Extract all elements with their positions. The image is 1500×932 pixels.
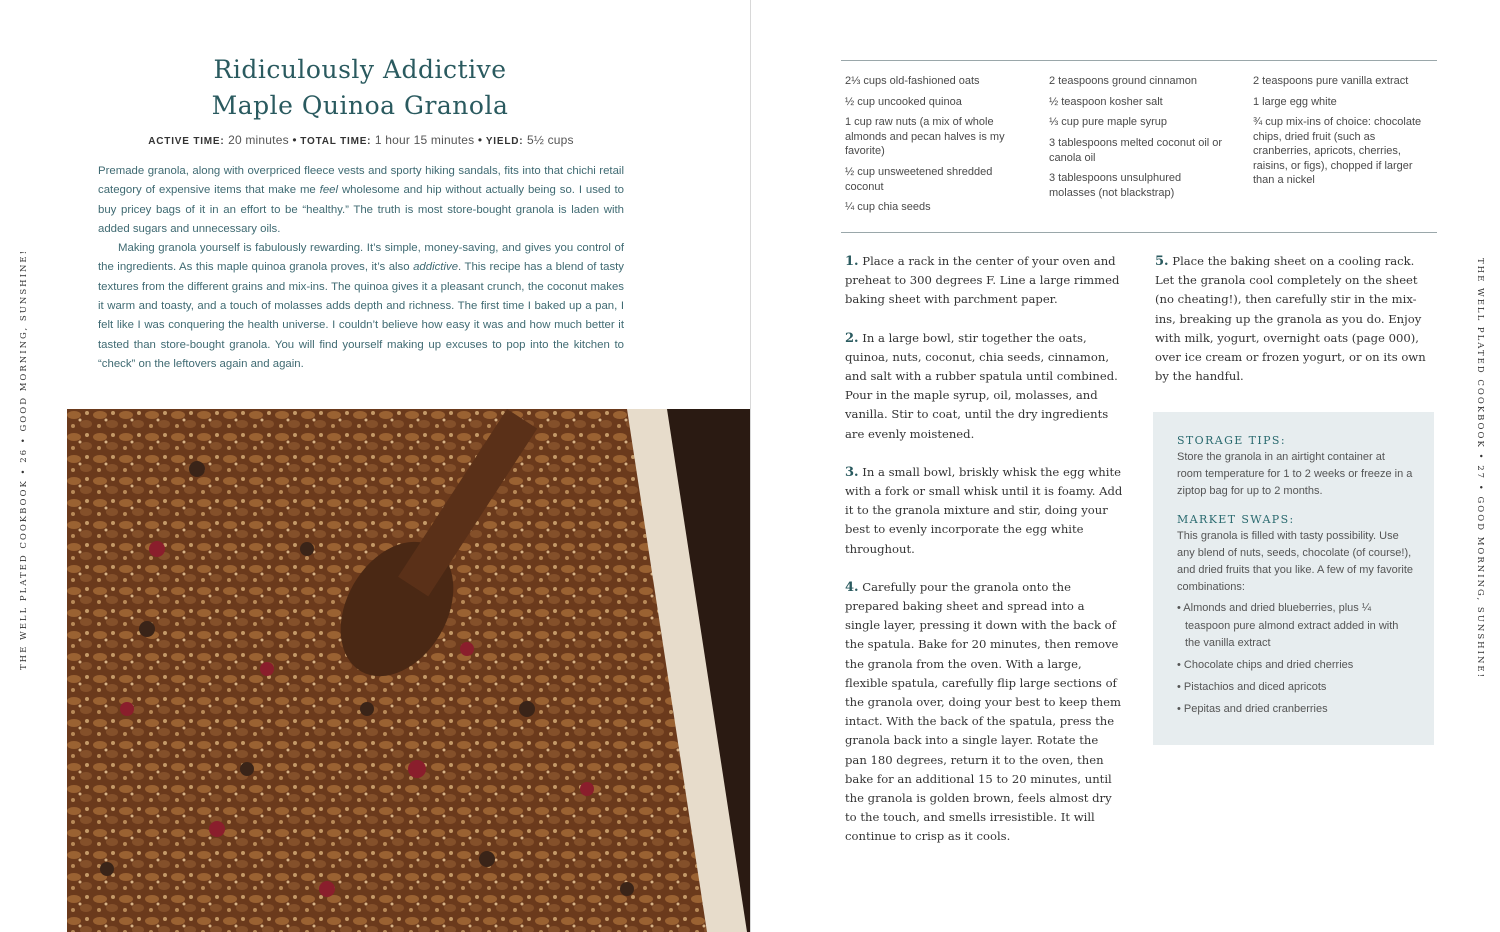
ingredient-item: ⅓ cup pure maple syrup xyxy=(1049,116,1168,129)
storage-tips-text: Store the granola in an airtight container at room temperature for 1 to 2 weeks or freeze in a ziptop bag for up to 2 months. xyxy=(1177,451,1413,498)
total-time-value: 1 hour 15 minutes xyxy=(374,133,475,147)
market-swaps-intro: This granola is filled with tasty possibility. Use any blend of nuts, seeds, chocolate (of course!), and dried fruits that you like. A few of my favorite combinations: xyxy=(1177,529,1414,594)
left-running-footer-text: THE WELL PLATED COOKBOOK • 26 • GOOD MORNING, SUNSHINE! xyxy=(19,249,29,670)
ingredient-item: ½ teaspoon kosher salt xyxy=(1049,95,1163,108)
active-time-label: ACTIVE TIME: xyxy=(148,136,225,147)
ingredients-top-rule xyxy=(841,60,1437,61)
step-4 xyxy=(845,578,1123,847)
step-text: In a large bowl, stir together the oats, quinoa, nuts, coconut, chia seeds, cinnamon, and salt with a rubber spatula until combined. Pour in the maple syrup, oil, molasses, and vanilla. Stir to coat, until the dry ingredients are evenly moistened. xyxy=(845,330,1118,441)
book-gutter xyxy=(750,0,751,932)
steps-column-2 xyxy=(1155,252,1433,405)
total-time-label: TOTAL TIME: xyxy=(300,136,372,147)
intro-p2-emphasis: addictive xyxy=(413,261,459,274)
ingredients-column-1 xyxy=(845,74,1025,221)
ingredient-item: 1 cup raw nuts (a mix of whole almonds and pecan halves is my favorite) xyxy=(845,116,1005,158)
ingredient-item: ¾ cup mix-ins of choice: chocolate chips, dried fruit (such as cranberries, apricots, cherries, raisins, or figs), chopped if larger than a nickel xyxy=(1253,116,1422,187)
recipe-title-line2: Maple Quinoa Granola xyxy=(211,91,509,120)
granola-photo-illustration xyxy=(67,409,750,932)
market-swaps-heading: MARKET SWAPS: xyxy=(1177,512,1295,526)
right-running-footer-text: THE WELL PLATED COOKBOOK • 27 • GOOD MORNING, SUNSHINE! xyxy=(1475,258,1485,679)
step-text: In a small bowl, briskly whisk the egg white with a fork or small whisk until it is foamy. Add it to the granola mixture and stir, doing your best to evenly incorporate the egg white throughout. xyxy=(845,464,1123,556)
intro-p2-text-a: Making granola yourself is fabulously rewarding. It’s simple, money-saving, and gives you control of the ingredients. As this maple quinoa granola proves, it’s also xyxy=(98,242,624,274)
intro-p2-text-b: . This recipe has a blend of tasty textures from the different grains and mix-ins. The quinoa gives it a pleasant crunch, the coconut makes it warm and toasty, and a touch of molasses adds depth and richness. The first time I baked up a pan, I felt like I was conquering the health universe. I couldn’t believe how easy it was and how much better it tasted than store-bought granola. You will find yourself making up excuses to pop into the kitchen to “check” on the leftovers again and again. xyxy=(98,261,625,370)
step-2 xyxy=(845,329,1123,444)
step-3 xyxy=(845,463,1123,559)
granola-photo xyxy=(67,409,750,932)
recipe-intro xyxy=(98,162,624,374)
intro-paragraph-1 xyxy=(98,162,624,239)
ingredient-item: ½ cup uncooked quinoa xyxy=(845,95,962,108)
intro-p1-text-a: Premade granola, along with overpriced fleece vests and sporty hiking sandals, fits into that chichi retail category of expensive items that make me xyxy=(98,165,624,197)
step-number: 3. xyxy=(845,464,859,480)
list-item: • Pepitas and dried cranberries xyxy=(1177,703,1328,716)
ingredient-item: 3 tablespoons melted coconut oil or canola oil xyxy=(1049,137,1223,164)
meta-separator: • xyxy=(292,133,297,147)
intro-p1-emphasis: feel xyxy=(319,184,339,197)
right-running-footer xyxy=(1470,258,1490,679)
step-text: Carefully pour the granola onto the prepared baking sheet and spread into a single layer, pressing it down with the back of the spatula. Bake for 20 minutes, then remove the granola from the oven. With a large, flexible spatula, carefully flip large sections of the granola over, doing your best to keep them intact. With the back of the spatula, press the granola back into a single layer. Rotate the pan 180 degrees, return it to the oven, then bake for an additional 15 to 20 minutes, until the granola is golden brown, feels almost dry to the touch, and smells irresistible. It will continue to crisp as it cools. xyxy=(845,579,1121,844)
left-running-footer xyxy=(14,249,34,670)
ingredient-item: ¼ cup chia seeds xyxy=(845,201,931,214)
ingredients-column-3 xyxy=(1253,74,1433,194)
step-number: 1. xyxy=(845,254,859,269)
intro-p1-text-b: wholesome and hip without actually being so. I used to buy pricey bags of it in an effort to be “healthy.” The truth is most store-bought granola is laden with added sugars and unnecessary oils. xyxy=(98,184,624,235)
storage-tips-heading: STORAGE TIPS: xyxy=(1177,434,1286,447)
list-item: • Almonds and dried blueberries, plus ¼ teaspoon pure almond extract added in with the vanilla extract xyxy=(1177,602,1399,649)
step-number: 5. xyxy=(1155,254,1169,269)
step-text: Place a rack in the center of your oven and preheat to 300 degrees F. Line a large rimmed baking sheet with parchment paper. xyxy=(845,254,1120,307)
ingredient-item: 3 tablespoons unsulphured molasses (not blackstrap) xyxy=(1049,172,1182,199)
ingredient-item: 2⅓ cups old-fashioned oats xyxy=(845,75,980,87)
recipe-title-line1: Ridiculously Addictive xyxy=(213,55,507,84)
yield-label: YIELD: xyxy=(485,136,524,147)
ingredients-bottom-rule xyxy=(841,232,1437,233)
steps-column-1 xyxy=(845,252,1123,866)
step-5 xyxy=(1155,252,1433,386)
recipe-meta xyxy=(98,133,624,147)
ingredients-column-2 xyxy=(1049,74,1229,206)
intro-paragraph-2 xyxy=(98,239,624,374)
tips-sidebar xyxy=(1153,412,1434,745)
market-swaps-list xyxy=(1177,600,1413,718)
active-time-value: 20 minutes xyxy=(228,133,289,147)
list-item: • Chocolate chips and dried cherries xyxy=(1177,659,1354,672)
step-number: 2. xyxy=(845,330,859,346)
step-text: Place the baking sheet on a cooling rack. Let the granola cool completely on the sheet (no cheating!), then carefully stir in the mix-ins, breaking up the granola as you do. Enjoy with milk, yogurt, overnight oats (page 000), over ice cream or frozen yogurt, or on its own by the handful. xyxy=(1155,254,1426,384)
ingredient-item: 1 large egg white xyxy=(1253,95,1337,108)
step-1 xyxy=(845,252,1123,310)
recipe-title xyxy=(120,52,600,124)
ingredient-item: 2 teaspoons pure vanilla extract xyxy=(1253,75,1409,87)
yield-value: 5½ cups xyxy=(526,133,574,147)
step-number: 4. xyxy=(845,579,859,595)
ingredient-item: 2 teaspoons ground cinnamon xyxy=(1049,75,1197,87)
meta-separator: • xyxy=(477,133,483,147)
ingredient-item: ½ cup unsweetened shredded coconut xyxy=(845,166,993,193)
list-item: • Pistachios and diced apricots xyxy=(1177,681,1327,694)
